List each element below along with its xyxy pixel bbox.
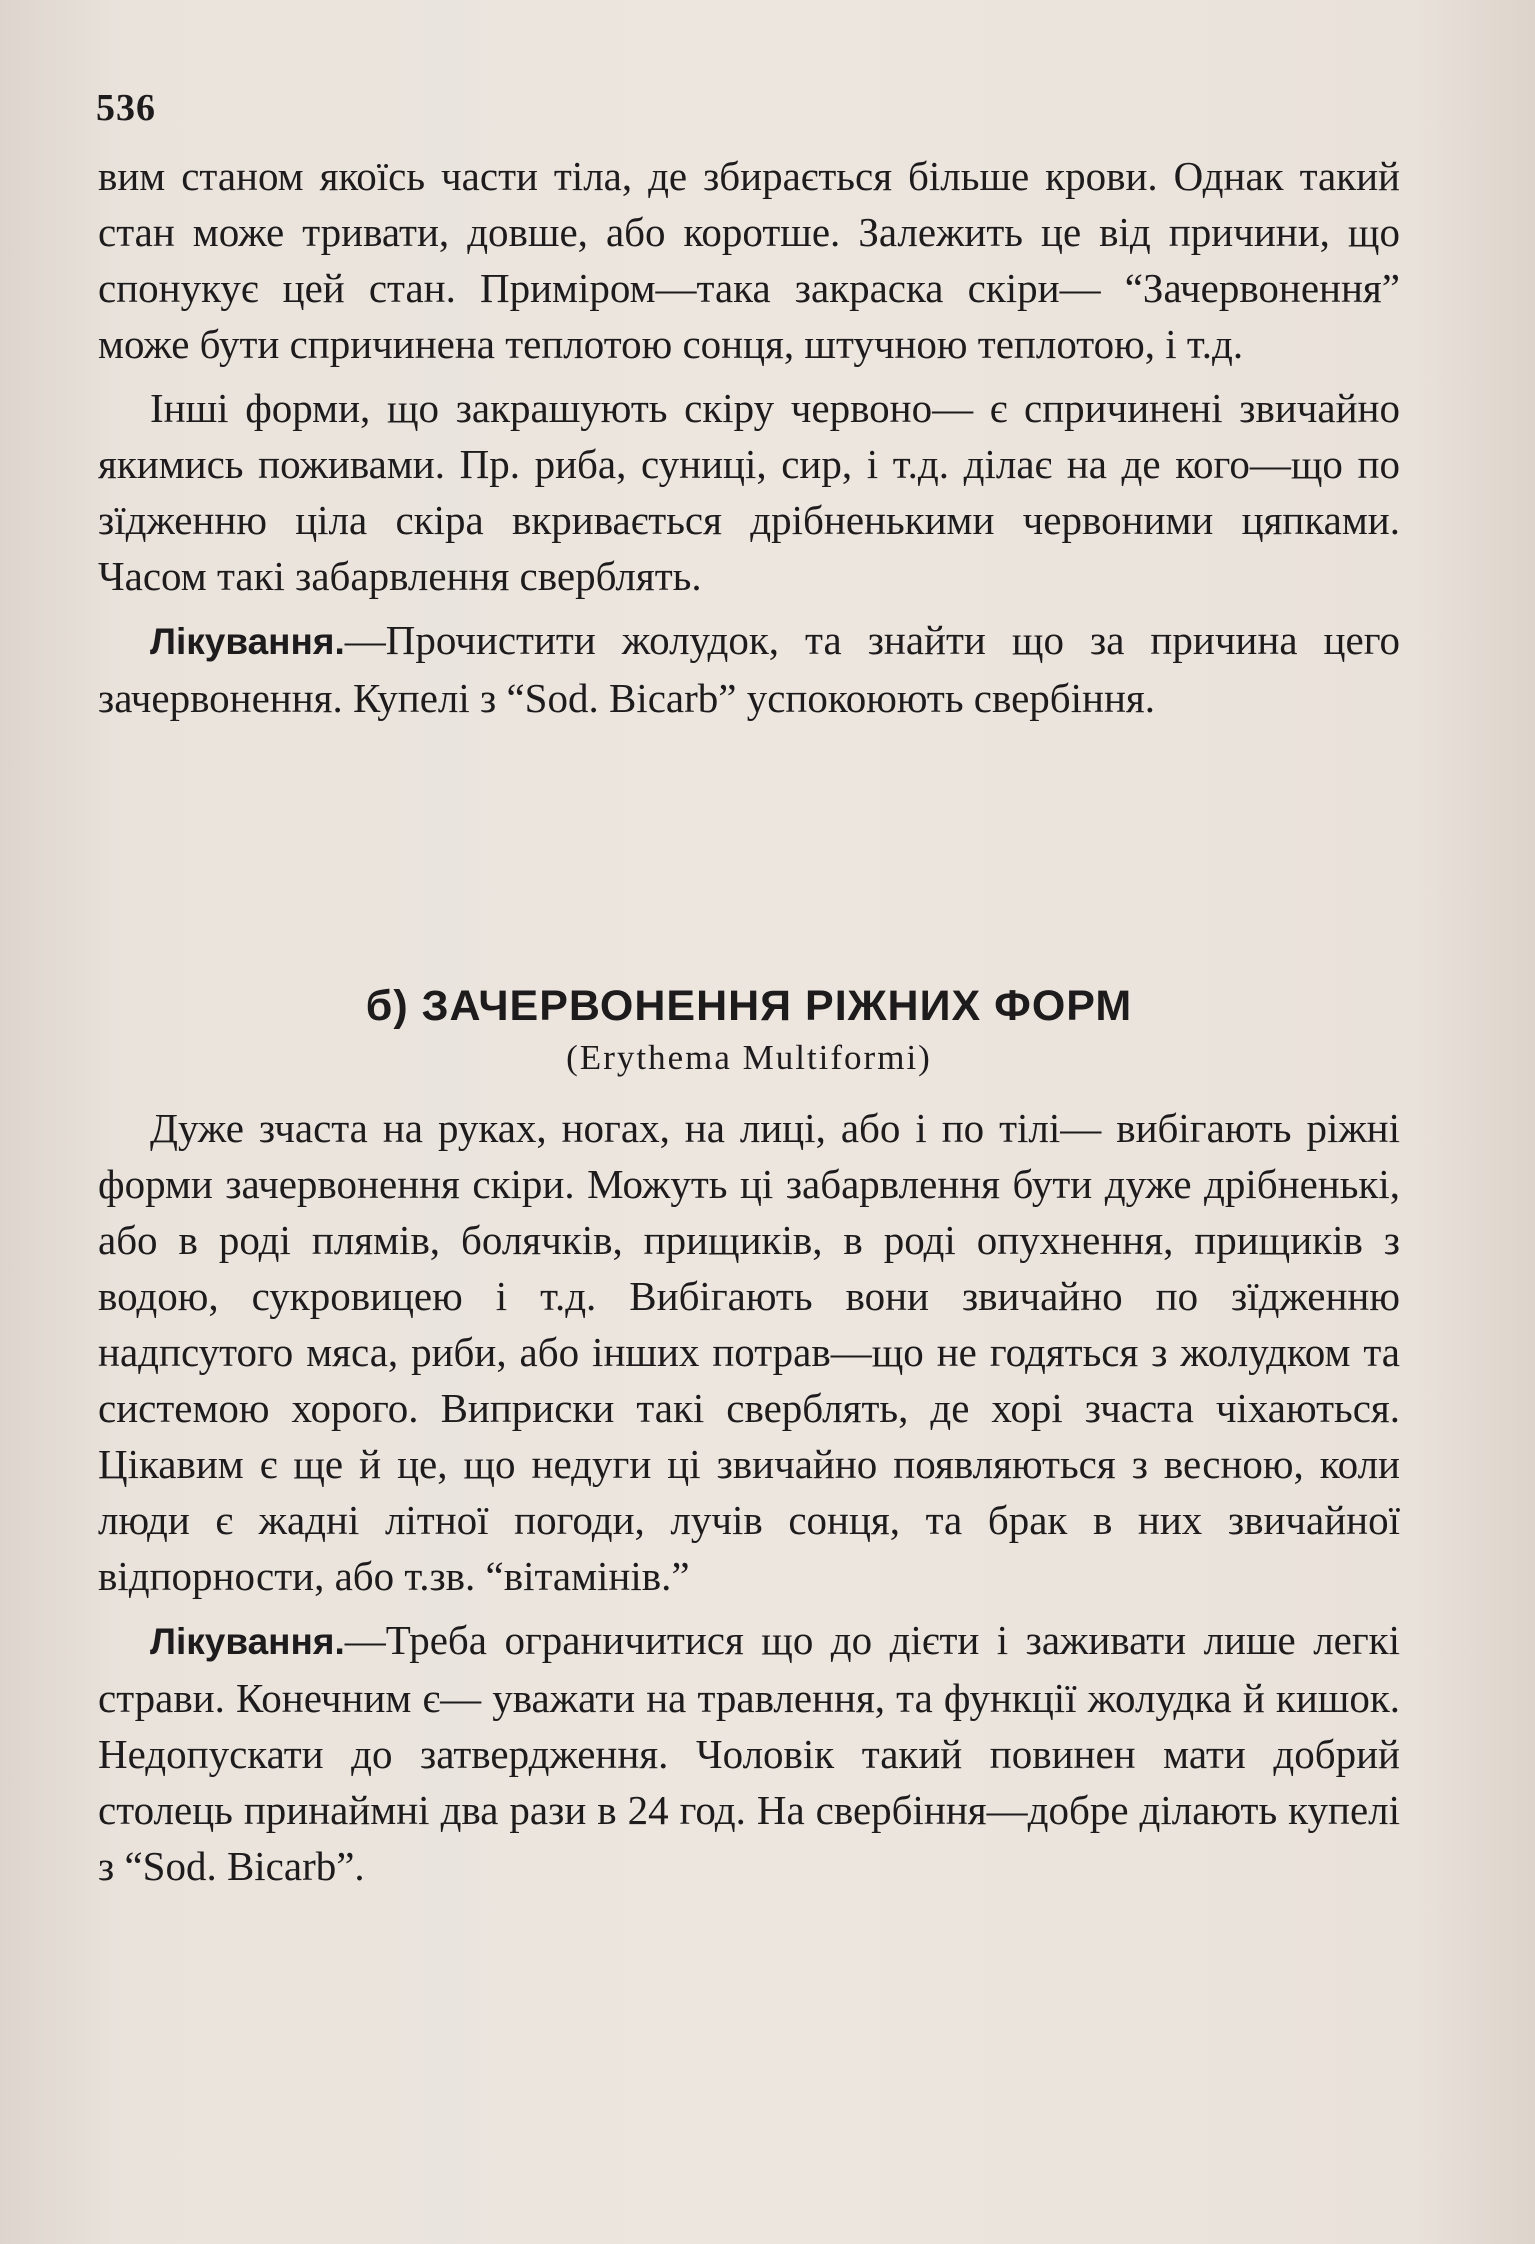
paragraph-other-forms: Інші форми, що закрашують скіру червоно— є спричинені звичайно якимись поживами. Пр. риба, суниці, сир, і т.д. ділає на де кого—що по зїдженню ціла скіра вкривається дрібненькими червоними цяпками. Часом такі забарвлення сверблять. (98, 385, 1400, 599)
paragraph-continuation: вим станом якоїсь части тіла, де збирається більше крови. Однак такий стан може тривати, довше, або коротше. Залежить це від причини, що спонукує цей стан. Приміром—така закраска скіри— “Зачервонення” може бути спричинена теплотою сонця, штучною теплотою, і т.д. (98, 153, 1400, 367)
section-1-body (98, 148, 1400, 726)
treatment-text: —Прочистити жолудок, та знайти що за причина цего зачервонення. Купелі з “Sod. Bicarb” успокоюють свербіння. (98, 617, 1400, 721)
page-number: 536 (96, 87, 156, 129)
section-heading (98, 978, 1400, 1082)
paragraph-treatment-2 (98, 1612, 1400, 1894)
treatment-text: —Треба ограничитися що до дієти і заживати лише легкі страви. Конечним є— уважати на травлення, та функції жолудка й кишок. Недопускати до затвердження. Чоловік такий повинен мати добрий столець принаймні два рази в 24 год. На свербіння—добре ділають купелі з “Sod. Bicarb”. (98, 1617, 1400, 1889)
paragraph-erythema-description: Дуже зчаста на руках, ногах, на лиці, або і по тілі— вибігають ріжні форми зачервонення скіри. Можуть ці забарвлення бути дуже дрібненькі, або в роді плямів, болячків, прищиків, в роді опухнення, прищиків з водою, сукровицею і т.д. Вибігають вони звичайно по зїдженню надпсутого мяса, риби, або інших потрав—що не годяться з жолудком та системою хорого. Виприски такі сверблять, де хорі зчаста чіхаються. Цікавим є ще й це, що недуги ці звичайно появляються з весною, коли люди є жадні літної погоди, лучів сонця, та брак в них звичайної відпорности, або т.зв. “вітамінів.” (98, 1105, 1400, 1599)
treatment-label: Лікування. (150, 1621, 345, 1662)
section-title: б) ЗАЧЕРВОНЕННЯ РІЖНИХ ФОРМ (365, 982, 1133, 1030)
section-2-body (98, 1100, 1400, 1894)
paragraph-treatment-1 (98, 612, 1400, 726)
section-subtitle: (Erythema Multiformi) (566, 1038, 932, 1077)
treatment-label: Лікування. (150, 621, 345, 662)
